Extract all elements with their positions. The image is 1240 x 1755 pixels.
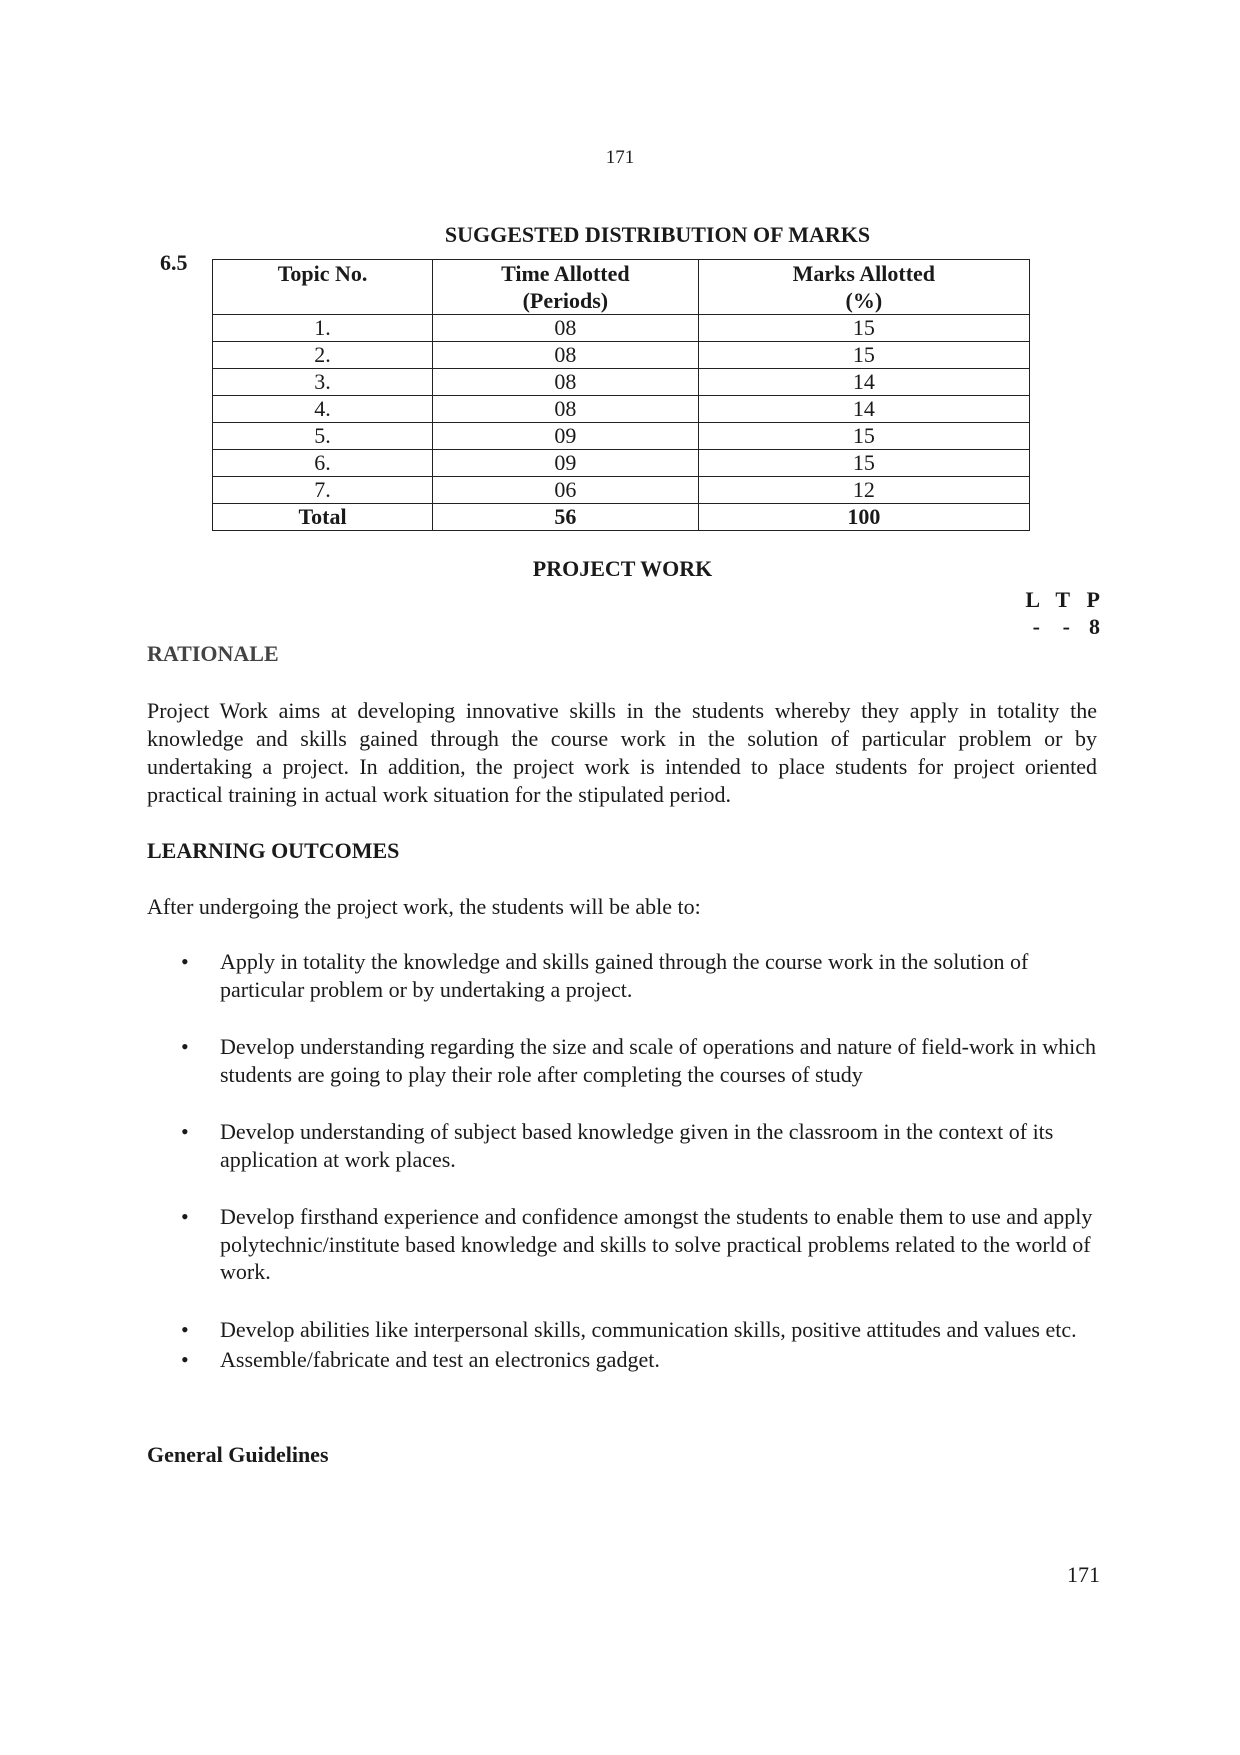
cell-topic: 1. — [213, 315, 433, 342]
rationale-heading: RATIONALE — [147, 641, 279, 666]
table-row — [213, 315, 1030, 342]
cell-total-label: Total — [213, 504, 433, 531]
cell-marks: 14 — [698, 369, 1029, 396]
table-total-row — [213, 504, 1030, 531]
cell-time: 06 — [433, 477, 699, 504]
table-row — [213, 342, 1030, 369]
cell-marks: 15 — [698, 342, 1029, 369]
ltp-value-row — [1010, 613, 1100, 640]
cell-marks: 14 — [698, 396, 1029, 423]
bullet-icon: • — [181, 949, 189, 974]
list-item-text: Apply in totality the knowledge and skills gained through the course work in the solution of particular problem or by undertaking a project. — [220, 949, 1029, 1002]
list-item — [147, 948, 1097, 1003]
cell-topic: 7. — [213, 477, 433, 504]
outcomes-list — [147, 948, 1097, 1404]
cell-time: 08 — [433, 342, 699, 369]
bullet-icon: • — [181, 1347, 189, 1372]
learning-outcomes-heading: LEARNING OUTCOMES — [147, 838, 400, 863]
cell-topic: 4. — [213, 396, 433, 423]
header-topic-no: Topic No. — [213, 260, 433, 315]
list-item-text: Assemble/fabricate and test an electronics gadget. — [220, 1347, 660, 1372]
marks-distribution-table — [212, 259, 1030, 531]
ltp-t-value: - — [1062, 614, 1070, 639]
cell-time: 08 — [433, 369, 699, 396]
outcomes-intro: After undergoing the project work, the students will be able to: — [147, 894, 701, 919]
ltp-block — [1010, 586, 1100, 640]
cell-marks: 15 — [698, 315, 1029, 342]
list-item — [147, 1033, 1097, 1088]
cell-marks: 15 — [698, 423, 1029, 450]
table-header-row — [213, 260, 1030, 315]
table-row — [213, 450, 1030, 477]
table-row — [213, 369, 1030, 396]
ltp-p: P — [1086, 587, 1100, 612]
section-number: 6.5 — [160, 250, 188, 275]
cell-time: 08 — [433, 315, 699, 342]
page-number-bottom: 171 — [1067, 1562, 1100, 1587]
ltp-header-row — [1010, 586, 1100, 613]
cell-topic: 5. — [213, 423, 433, 450]
cell-total-time: 56 — [433, 504, 699, 531]
list-item — [147, 1316, 1097, 1344]
table-row — [213, 477, 1030, 504]
cell-topic: 2. — [213, 342, 433, 369]
table-title: SUGGESTED DISTRIBUTION OF MARKS — [444, 222, 871, 247]
list-item-text: Develop understanding of subject based knowledge given in the classroom in the context of its application at work places. — [220, 1119, 1054, 1172]
ltp-p-value: 8 — [1089, 614, 1100, 639]
ltp-l: L — [1025, 587, 1040, 612]
list-item-text: Develop firsthand experience and confidence amongst the students to enable them to use and apply polytechnic/institute based knowledge and skills to solve practical problems related to the world of work. — [220, 1204, 1093, 1284]
table-row — [213, 423, 1030, 450]
header-time-allotted: Time Allotted (Periods) — [433, 260, 699, 315]
bullet-icon: • — [181, 1119, 189, 1144]
list-item — [147, 1203, 1097, 1286]
project-work-title: PROJECT WORK — [532, 556, 713, 581]
cell-topic: 6. — [213, 450, 433, 477]
cell-marks: 15 — [698, 450, 1029, 477]
bullet-icon: • — [181, 1204, 189, 1229]
bullet-icon: • — [181, 1034, 189, 1059]
cell-total-marks: 100 — [698, 504, 1029, 531]
list-item — [147, 1118, 1097, 1173]
ltp-l-value: - — [1032, 614, 1040, 639]
bullet-icon: • — [181, 1316, 189, 1342]
list-item-text: Develop abilities like interpersonal skills, communication skills, positive attitudes and values etc. — [220, 1316, 1077, 1342]
page-number-top: 171 — [605, 147, 635, 168]
header-marks-allotted: Marks Allotted (%) — [698, 260, 1029, 315]
cell-time: 08 — [433, 396, 699, 423]
table-row — [213, 396, 1030, 423]
cell-time: 09 — [433, 423, 699, 450]
cell-time: 09 — [433, 450, 699, 477]
ltp-t: T — [1055, 587, 1070, 612]
general-guidelines-heading: General Guidelines — [147, 1442, 329, 1467]
cell-topic: 3. — [213, 369, 433, 396]
cell-marks: 12 — [698, 477, 1029, 504]
list-item-text: Develop understanding regarding the size and scale of operations and nature of field-work in which students are going to play their role after completing the courses of study — [220, 1034, 1097, 1087]
list-item — [147, 1346, 1097, 1374]
rationale-paragraph: Project Work aims at developing innovative skills in the students whereby they apply in totality the knowledge and skills gained through the course work in the solution of particular problem or by undertaking a project. In addition, the project work is intended to place students for project oriented practical training in actual work situation for the stipulated period. — [147, 698, 1097, 807]
